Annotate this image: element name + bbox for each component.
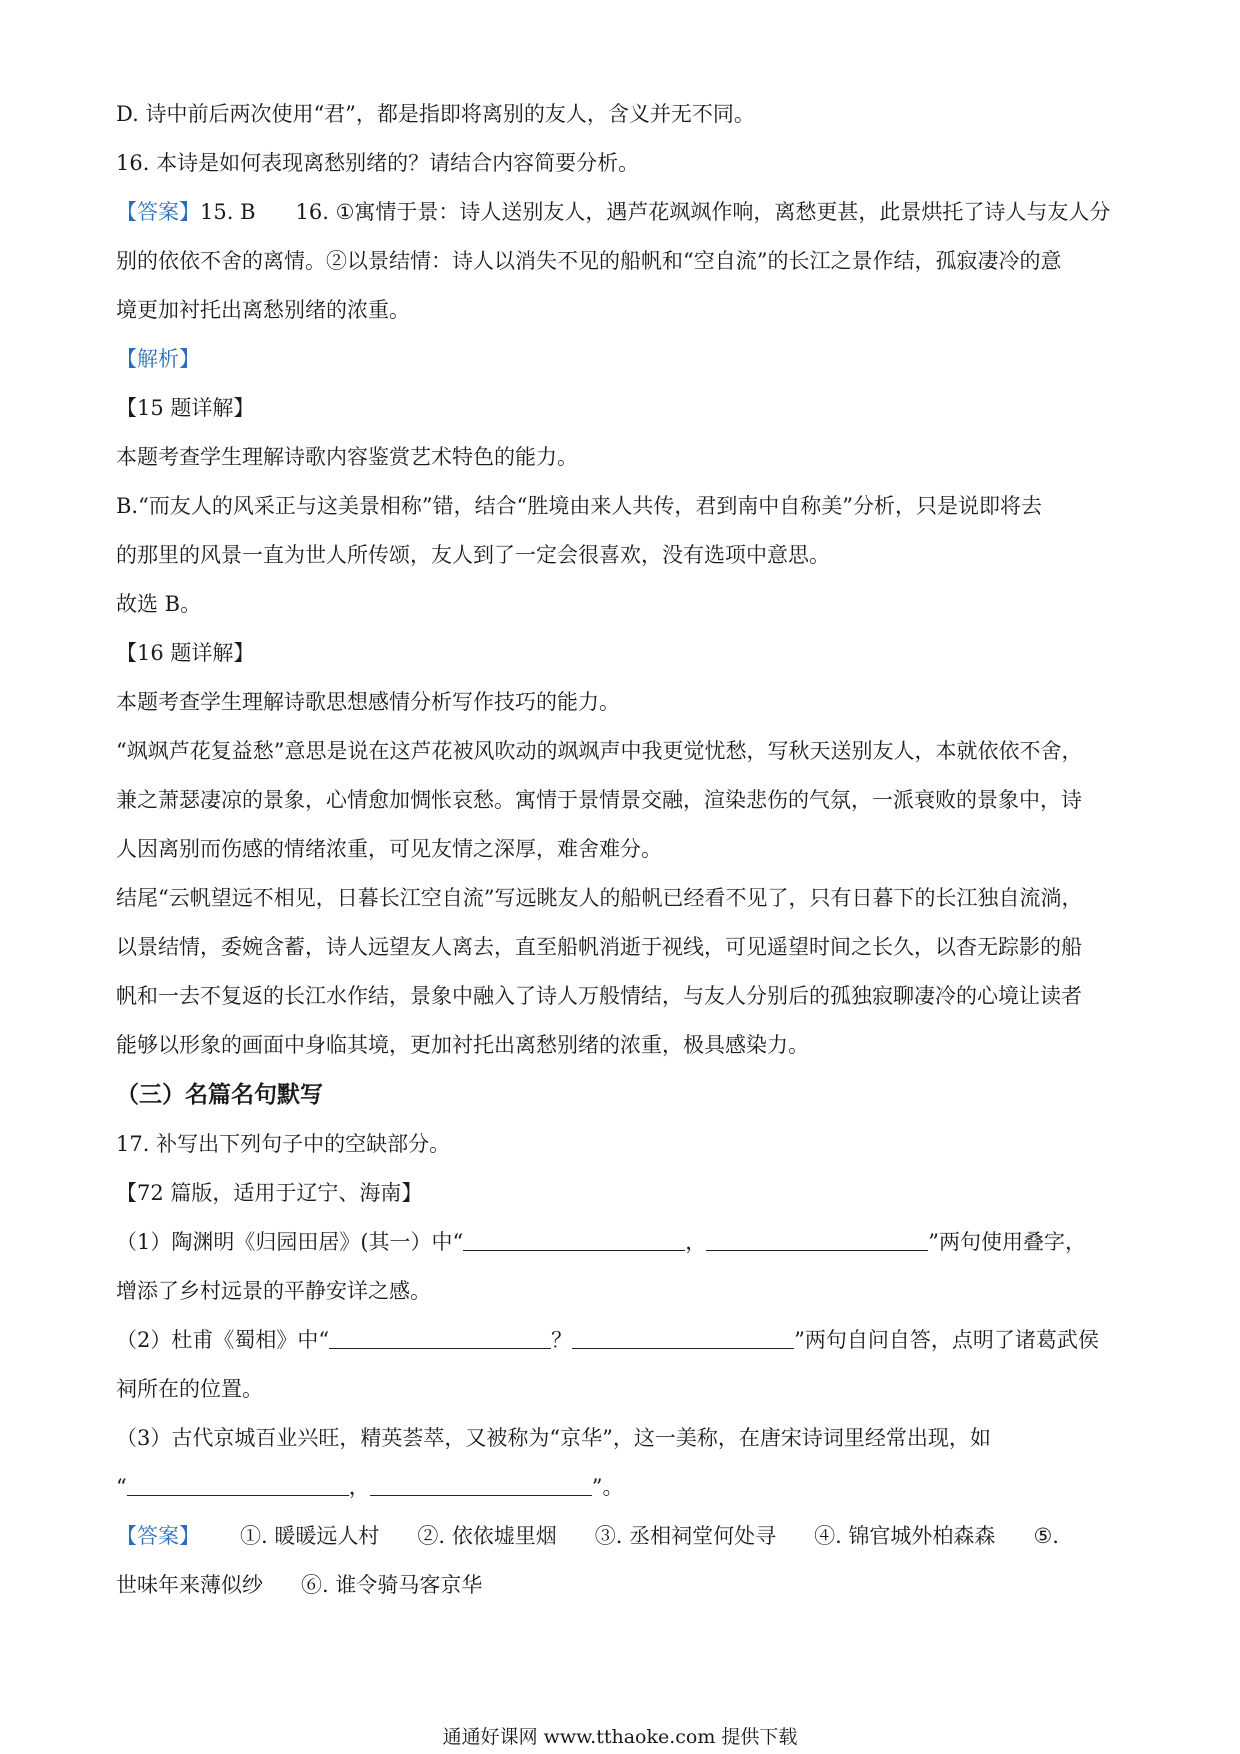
detail-16-line-2: “飒飒芦花复益愁”意思是说在这芦花被风吹动的飒飒声中我更觉忧愁，写秋天送别友人，本就依依不舍， [116, 739, 1083, 763]
version-note: 【72 篇版，适用于辽宁、海南】 [116, 1181, 423, 1205]
answer-item: ②. 依依墟里烟 [417, 1524, 557, 1548]
detail-16-line-8: 能够以形象的画面中身临其境，更加衬托出离愁别绪的浓重，极具感染力。 [116, 1033, 809, 1057]
detail-15-line-1: 本题考查学生理解诗歌内容鉴赏艺术特色的能力。 [116, 445, 578, 469]
document-page [116, 90, 1136, 1610]
detail-16-line-5: 结尾“云帆望远不相见，日暮长江空自流”写远眺友人的船帆已经看不见了，只有日暮下的长江独自流淌， [116, 886, 1083, 910]
answer-tag-2: 【答案】 [116, 1524, 200, 1548]
q17-2-cont: 祠所在的位置。 [116, 1377, 263, 1401]
answer-item: ③. 丞相祠堂何处寻 [594, 1524, 777, 1548]
answer-15: 15. B [200, 200, 256, 224]
blank-4[interactable] [572, 1326, 794, 1349]
answer-item: ⑤. [1033, 1524, 1059, 1548]
q15-option-d: D. 诗中前后两次使用“君”，都是指即将离别的友人，含义并无不同。 [116, 102, 755, 126]
blank-6[interactable] [370, 1473, 592, 1496]
answers-17-line-1 [116, 1512, 1136, 1561]
detail-15-line-4: 故选 B。 [116, 592, 202, 616]
answer-line-2: 别的依依不舍的离情。②以景结情：诗人以消失不见的船帆和“空自流”的长江之景作结，孤寂凄冷的意 [116, 249, 1062, 273]
q17-1: （1）陶渊明《归园田居》(其一）中“ ， ”两句使用叠字， [116, 1230, 1087, 1254]
detail-16-line-4: 人因离别而伤感的情绪浓重，可见友情之深厚，难舍难分。 [116, 837, 662, 861]
answer-item: ⑥. 谁令骑马客京华 [301, 1573, 483, 1597]
answer-item: 世味年来薄似纱 [116, 1573, 263, 1597]
detail-15-line-3: 的那里的风景一直为世人所传颂，友人到了一定会很喜欢，没有选项中意思。 [116, 543, 830, 567]
answer-tag: 【答案】 [116, 200, 200, 224]
q17-3: （3）古代京城百业兴旺，精英荟萃，又被称为“京华”，这一美称，在唐宋诗词里经常出现，如 [116, 1426, 991, 1450]
page-footer: 通通好课网 www.tthaoke.com 提供下载 [442, 1726, 798, 1748]
blank-3[interactable] [329, 1326, 551, 1349]
section-title: （三）名篇名句默写 [116, 1082, 323, 1108]
blank-1[interactable] [463, 1228, 685, 1251]
q16-question: 16. 本诗是如何表现离愁别绪的？请结合内容简要分析。 [116, 151, 640, 175]
answer-line-1 [116, 188, 1136, 237]
detail-16-line-7: 帆和一去不复返的长江水作结，景象中融入了诗人万般情结，与友人分别后的孤独寂聊凄冷的心境让读者 [116, 984, 1082, 1008]
answer-16-text: 16. ①寓情于景：诗人送别友人，遇芦花飒飒作响，离愁更甚，此景烘托了诗人与友人分 [295, 200, 1111, 224]
q17-1-cont: 增添了乡村远景的平静安详之感。 [116, 1279, 431, 1303]
detail-15-title: 【15 题详解】 [116, 396, 255, 420]
detail-16-line-6: 以景结情，委婉含蓄，诗人远望友人离去，直至船帆消逝于视线，可见遥望时间之长久，以杳无踪影的船 [116, 935, 1082, 959]
analysis-tag: 【解析】 [116, 347, 200, 371]
q17-question: 17. 补写出下列句子中的空缺部分。 [116, 1132, 451, 1156]
answer-item: ①. 暖暖远人村 [240, 1524, 380, 1548]
detail-16-line-3: 兼之萧瑟凄凉的景象，心情愈加惆怅哀愁。寓情于景情景交融，渲染悲伤的气氛，一派衰败的景象中，诗 [116, 788, 1082, 812]
answer-item: ④. 锦官城外柏森森 [814, 1524, 996, 1548]
q17-2: （2）杜甫《蜀相》中“ ？ ”两句自问自答，点明了诸葛武侯 [116, 1328, 1099, 1352]
blank-5[interactable] [127, 1473, 349, 1496]
q17-3-blanks: “ ， ”。 [116, 1475, 624, 1499]
answer-line-3: 境更加衬托出离愁别绪的浓重。 [116, 298, 410, 322]
detail-16-line-1: 本题考查学生理解诗歌思想感情分析写作技巧的能力。 [116, 690, 620, 714]
detail-16-title: 【16 题详解】 [116, 641, 255, 665]
answers-17-line-2 [116, 1561, 1136, 1610]
blank-2[interactable] [706, 1228, 928, 1251]
detail-15-line-2: B.“而友人的风采正与这美景相称”错，结合“胜境由来人共传，君到南中自称美”分析，只是说即将去 [116, 494, 1043, 518]
